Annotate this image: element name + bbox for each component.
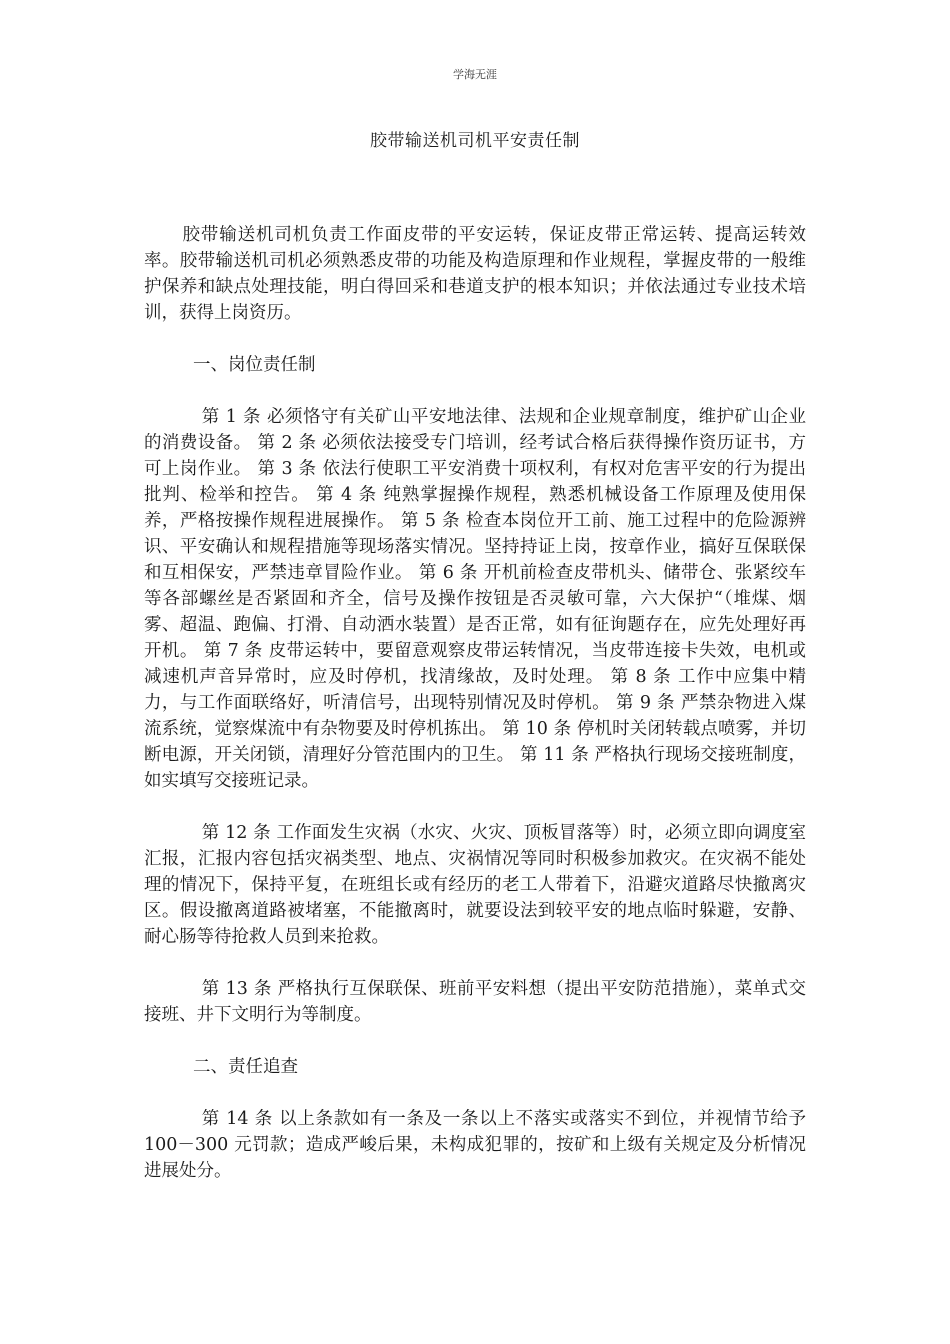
document-body <box>144 222 806 1184</box>
section-heading-responsibility: 一、岗位责任制 <box>193 355 316 375</box>
intro-paragraph: 胶带输送机司机负责工作面皮带的平安运转，保证皮带正常运转、提高运转效率。胶带输送机司机必须熟悉皮带的功能及构造原理和作业规程，掌握皮带的一般维护保养和缺点处理技能，明白得回采和巷道支护的根本知识；并依法通过专业技术培训，获得上岗资历。 <box>144 225 806 323</box>
page-header: 学海无涯 <box>453 68 497 81</box>
article-14-paragraph: 第 14 条 以上条款如有一条及一条以上不落实或落实不到位，并视情节给予 100－300 元罚款；造成严峻后果，未构成犯罪的，按矿和上级有关规定及分析情况进展处分。 <box>144 1109 806 1181</box>
section-heading-accountability: 二、责任追查 <box>193 1057 298 1077</box>
article-13-paragraph: 第 13 条 严格执行互保联保、班前平安料想（提出平安防范措施），菜单式交接班、井下文明行为等制度。 <box>144 979 806 1025</box>
document-title: 胶带输送机司机平安责任制 <box>370 131 580 151</box>
articles-1-11-paragraph: 第 1 条 必须恪守有关矿山平安地法律、法规和企业规章制度，维护矿山企业的消费设备。 第 2 条 必须依法接受专门培训，经考试合格后获得操作资历证书，方可上岗作业。 第 3 条 依法行使职工平安消费十项权利，有权对危害平安的行为提出批判、检举和控告。 第 4 条 纯熟掌握操作规程，熟悉机械设备工作原理及使用保养，严格按操作规程进展操作。 第 5 条 检查本岗位开工前、施工过程中的危险源辨识、平安确认和规程措施等现场落实情况。坚持持证上岗，按章作业，搞好互保联保和互相保安，严禁违章冒险作业。 第 6 条 开机前检查皮带机头、储带仓、张紧绞车等各部螺丝是否紧固和齐全，信号及操作按钮是否灵敏可靠，六大保护“（堆煤、烟雾、超温、跑偏、打滑、自动洒水装置）是否正常，如有征询题存在，应先处理好再开机。 第 7 条 皮带运转中，要留意观察皮带运转情况，当皮带连接卡失效，电机或减速机声音异常时，应及时停机，找清缘故，及时处理。 第 8 条 工作中应集中精力，与工作面联络好，听清信号，出现特别情况及时停机。 第 9 条 严禁杂物进入煤流系统，觉察煤流中有杂物要及时停机拣出。 第 10 条 停机时关闭转载点喷雾，并切断电源，开关闭锁，清理好分管范围内的卫生。 第 11 条 严格执行现场交接班制度，如实填写交接班记录。 <box>144 407 806 791</box>
article-12-paragraph: 第 12 条 工作面发生灾祸（水灾、火灾、顶板冒落等）时，必须立即向调度室汇报，汇报内容包括灾祸类型、地点、灾祸情况等同时积极参加救灾。在灾祸不能处理的情况下，保持平复，在班组长或有经历的老工人带着下，沿避灾道路尽快撤离灾区。假设撤离道路被堵塞，不能撤离时，就要设法到较平安的地点临时躲避，安静、耐心肠等待抢救人员到来抢救。 <box>144 823 806 947</box>
